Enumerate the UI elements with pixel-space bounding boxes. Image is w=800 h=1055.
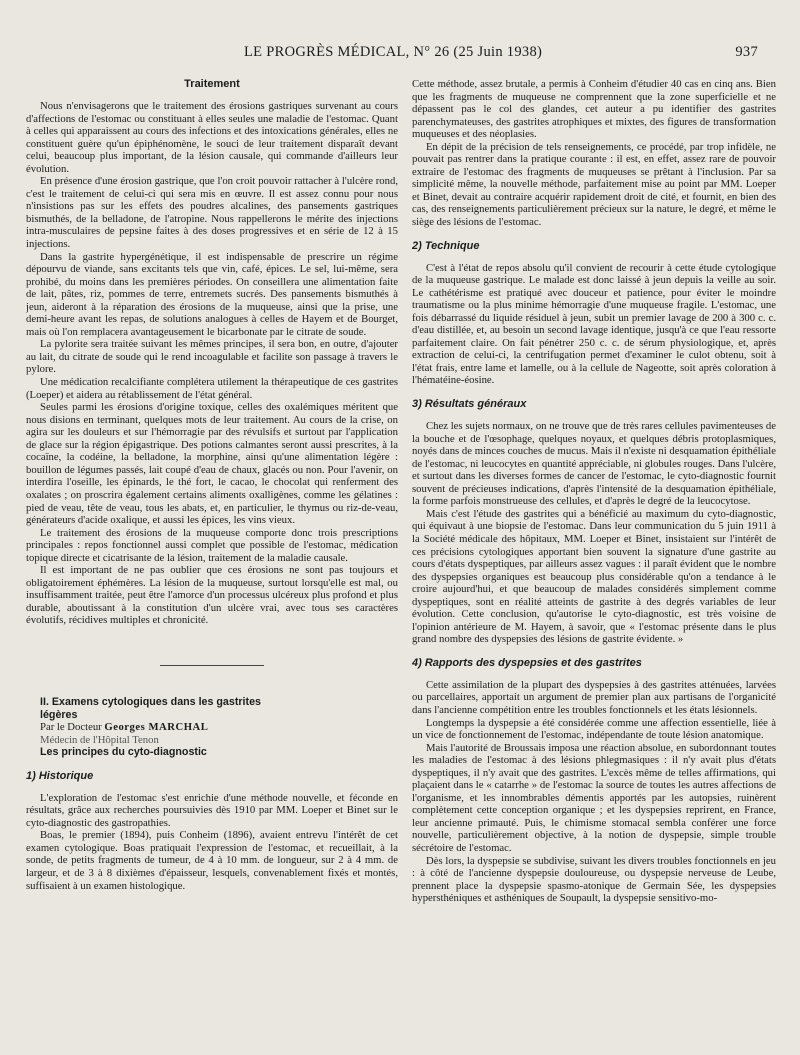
page-number: 937 — [735, 44, 758, 60]
author-name: Georges MARCHAL — [104, 721, 209, 734]
paragraph: En dépit de la précision de tels renseignements, ce procédé, par trop infidèle, ne pouvait pas rentrer dans la pratique courante : il est, en effet, assez rare de pouvoir extraire de l'estomac des fragments de muqueuses se prêtant à l'inclusion. Par sa simplicité même, la nouvelle méthode, parfaitement mise au point par MM. Loeper et Binet, devait au contraire acquérir rapidement droit de cité, et fournit, en bien des cas, des renseignements particulièrement précieux sur la nature, le degré, et même le siège des lésions de l'estomac. — [412, 140, 776, 229]
running-header — [30, 44, 770, 68]
paragraph: Chez les sujets normaux, on ne trouve que de très rares cellules pavimenteuses de la bouche et de l'œsophage, quelques noyaux, et quelques débris protoplasmiques, noyés dans de minces couches de mucus. Mais il n'existe ni desquamation épithéliale de l'estomac, ni leucocytes en quantité appréciable, ni globules rouges. Dans l'ulcère, et surtout dans les diverses formes de cancer de l'estomac, le cyto-diagnostic fournit souvent de précieuses indications, d'après l'intensité de la desquamation épithéliale, la forme parfois monstrueuse des cellules, et d'après le degré de la leucocytose. — [412, 420, 776, 508]
subheading-technique: 2) Technique — [412, 239, 480, 252]
subsection-title: Les principes du cyto-diagnostic — [40, 746, 207, 759]
paragraph: Il est important de ne pas oublier que ces érosions ne sont pas toujours et obligatoirement éphémères. La lésion de la muqueuse, surtout lorsqu'elle est mal, ou insuffisamment traitée, peut être l'amorce d'un processus ulcéreux plus profond et plus durable, aboutissant à la constitution d'un ulcère vrai, avec tous ses caractères évolutifs, récidives multiples et chronicité. — [26, 564, 398, 627]
paragraph: Mais l'autorité de Broussais imposa une réaction absolue, en subordonnant toutes les maladies de l'estomac à des lésions phlegmasiques : il n'y avait plus d'états dyspeptiques, il n'y avait que des gastrites. L'excès même de telles affirmations, qui plaçaient dans le « catarrhe » de l'estomac la source de toutes les autres affections de l'organisme, et les innombrables démentis apportés par les autopsies, ruinèrent complètement cette conception organique ; et les dyspepsies reprirent, en France, leur ancienne primauté. Puis, le chimisme stomacal sembla conférer une force nouvelle, particulièrement objective, à la notion de dyspepsie, simple trouble sécrétoire de l'estomac. — [412, 741, 776, 854]
subheading-resultats: 3) Résultats généraux — [412, 398, 527, 411]
paragraph: Cette méthode, assez brutale, a permis à Conheim d'étudier 40 cas en cinq ans. Bien que les fragments de muqueuse ne comprennent que la zone superficielle et ne dépassent pas le col des glandes, cet auteur a pu identifier des gastrites parenchymateuses, des gastrites atrophiques et mixtes, des figures de transformation muqueuses et des néoplasies. — [412, 78, 776, 141]
subheading-rapports: 4) Rapports des dyspepsies et des gastrites — [412, 656, 642, 669]
part-title: II. Examens cytologiques dans les gastrites — [40, 695, 261, 708]
paragraph: L'exploration de l'estomac s'est enrichie d'une méthode nouvelle, et féconde en résultats, grâce aux recherches poursuivies dès 1910 par MM. Loeper et Binet sur le cyto-diagnostic des gastropathies. — [26, 791, 398, 829]
author-line — [26, 721, 398, 734]
author-affiliation: Médecin de l'Hôpital Tenon — [40, 733, 159, 746]
author-prefix: Par le Docteur — [40, 721, 102, 734]
paragraph: Dans la gastrite hypergénétique, il est indispensable de prescrire un régime dépourvu de viande, sans excitants tels que vin, café, épices. Le sel, lui-même, sera prohibé, du moins dans les premières périodes. On conseillera une alimentation faite de lait, pâtes, riz, pommes de terre, entremets sucrés. Des pansements bismuthés à jeun, aideront à la réparation des érosions de la muqueuse, ainsi que la prise, une demi-heure avant les repas, de solutions analogues à celles de Hayem et de Bourget, mais où l'on remplacera avantageusement le bicarbonate par le citrate de soude. — [26, 250, 398, 338]
subheading-historique: 1) Historique — [26, 769, 94, 782]
paragraph: Boas, le premier (1894), puis Conheim (1896), avaient entrevu l'intérêt de cet examen cytologique. Boas pratiquait l'expression de l'estomac, et recueillait, à la sonde, de petits fragments de tumeur, de 4 à 10 mm. de longueur, sur 2 à 4 mm. de largeur, et de 3 à 8 dixièmes d'épaisseur, lesquels, convenablement fixés et montés, suffisaient à un examen histologique. — [26, 829, 398, 892]
paragraph: C'est à l'état de repos absolu qu'il convient de recourir à cette étude cytologique de la muqueuse gastrique. Le malade est donc laissé à jeun depuis la veille au soir. Le cathétérisme est pratiqué avec douceur et patience, pour éviter le moindre traumatisme ou la plus minime hémorragie d'une muqueuse fragile. L'estomac, une fois débarrassé du liquide résiduel à jeun, subit un premier lavage de 200 à 300 c. c. d'eau distillée, et, au besoin un second lavage identique, jusqu'à ce que l'eau ressorte parfaitement claire. On fait pénétrer 250 c. c. de sérum physiologique, et, après extraction de celui-ci, la centrifugation permet d'examiner le culot obtenu, soit à l'état frais, entre lame et lamelle, ou à la cellule de Nageotte, soit après coloration à l'hématéine-éosine. — [412, 261, 776, 387]
journal-title: LE PROGRÈS MÉDICAL, N° 26 (25 Juin 1938) — [244, 44, 543, 60]
part-title-line-2: légères — [40, 708, 78, 721]
right-column — [412, 78, 776, 1037]
paragraph: Nous n'envisagerons que le traitement des érosions gastriques survenant au cours d'affections de l'estomac ou constituant à elles seules une maladie de l'estomac. Quant à celles qui apparaissent au cours des infections et des intoxications générales, elles ne constituent guère qu'un épiphénomène, le souci de leur traitement disparaît devant celui, beaucoup plus important, de la lésion causale, qui commande d'ailleurs leur évolution. — [26, 100, 398, 175]
section-heading-traitement: Traitement — [184, 78, 240, 90]
paragraph: Dès lors, la dyspepsie se subdivise, suivant les divers troubles fonctionnels en jeu : à côté de l'ancienne dyspepsie douloureuse, ou dyspepsie nerveuse de Leube, prennent place la dyspepsie spasmo-atonique de Germain Sée, les dyspepsies hypersthéniques et asthéniques de Soupault, la dyspepsie sensitivo-mo- — [412, 854, 776, 905]
paragraph: Seules parmi les érosions d'origine toxique, celles des oxalémiques méritent que nous disions en terminant, quelques mots de leur traitement. Au cours de la crise, on agira sur les douleurs et sur l'hémorragie par des révulsifs et surtout par l'application de glace sur la région épigastrique. Des potions calmantes seront aussi prescrites, à la cocaïne, la codéine, la belladone, la morphine, ainsi qu'une alimentation légère : bouillon de légumes passés, lait coupé d'eau de chaux, glacés ou non. Pour l'avenir, on interdira l'oseille, les épinards, le thé fort, le cacao, le chocolat qui renferment des oxalates ; on proscrira également certains aliments oxalligènes, comme les gélatines : pied de veau, tête de veau, tous les abats, et, en particulier, le thymus ou riz-de-veau, générateurs d'acide oxalique, et aussi les épices, les vins vieux. — [26, 401, 398, 527]
paragraph: Cette assimilation de la plupart des dyspepsies à des gastrites atténuées, larvées ou parcellaires, apportait un argument de premier plan aux partisans de l'organicité dans l'ancienne compétition entre les troubles fonctionnels et les états lésionnels. — [412, 678, 776, 716]
paragraph: La pylorite sera traitée suivant les mêmes principes, il sera bon, en outre, d'ajouter au lait, du citrate de soude qui le rend incoagulable et facilite son passage à travers le pylore. — [26, 338, 398, 376]
paragraph: Mais c'est l'étude des gastrites qui a bénéficié au maximum du cyto-diagnostic, qui équivaut à une biopsie de l'estomac. Dans leur communication du 5 juin 1911 à la Société médicale des hôpitaux, MM. Loeper et Binet, insistaient sur l'intérêt de ces précisions cytologiques apportant bien souvent la signature d'une gastrite au cours d'états dyspeptiques, par ailleurs assez vagues : il paraît évident que le nombre des dyspepsies organiques est beaucoup plus considérable qu'on a tendance à le croire aujourd'hui, et que beaucoup de malades considérés simplement comme dyspeptiques, sont en réalité atteints de gastrite à des degrés variables de leur évolution. Cette conclusion, qu'autorise le cyto-diagnostic, est très voisine de l'opinion antérieure de M. Hayem, à savoir, que « l'estomac présente dans le plus grand nombre des dyspepsies des lésions de gastrite évidente. » — [412, 507, 776, 646]
paragraph: Le traitement des érosions de la muqueuse comporte donc trois prescriptions principales : repos fonctionnel aussi complet que possible de l'estomac, médication topique directe et cicatrisante de la lésion, traitement de la maladie causale. — [26, 526, 398, 564]
left-column — [26, 78, 398, 1037]
separator-rule — [160, 665, 264, 666]
paragraph: En présence d'une érosion gastrique, que l'on croit pouvoir rattacher à l'ulcère rond, c'est le traitement de celui-ci qui sera mis en œuvre. Il est assez connu pour nous n'insistions pas sur les effets des poudres alcalines, des pansements gastriques bismuthés, de la belladone, de l'atropine. Nous rappellerons le mérite des injections intra-musculaires de pepsine faites à des doses progressives et en série de 12 à 15 injections. — [26, 175, 398, 251]
paragraph: Longtemps la dyspepsie a été considérée comme une affection essentielle, liée à un vice de fonctionnement de l'estomac, indépendante de toute lésion anatomique. — [412, 716, 776, 742]
paragraph: Une médication recalcifiante complétera utilement la thérapeutique de ces gastrites (Loeper) et aidera au rétablissement de l'état général. — [26, 376, 398, 401]
